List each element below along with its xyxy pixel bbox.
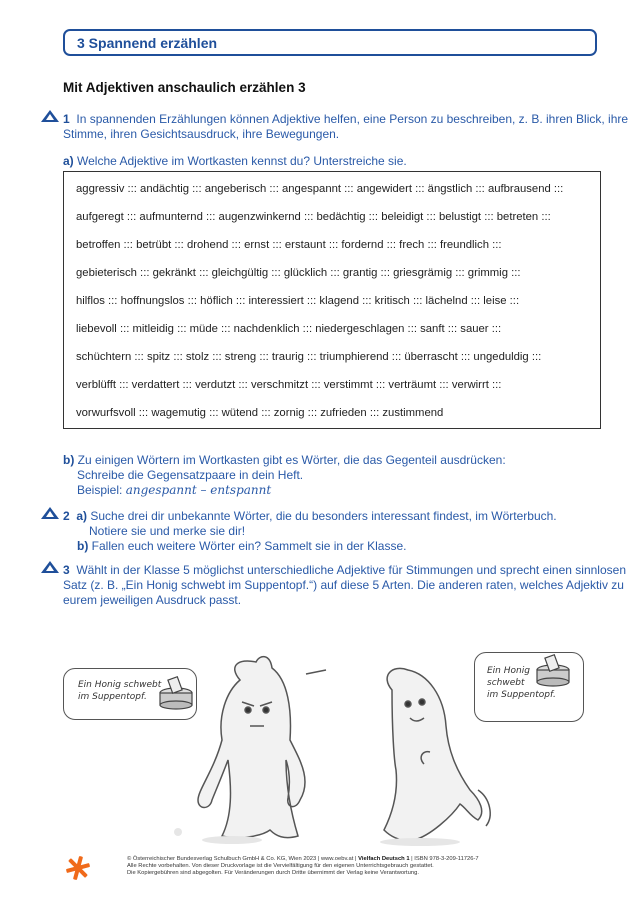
publisher-logo-icon bbox=[66, 856, 90, 880]
bubble-right-line2: schwebt bbox=[487, 678, 525, 688]
bubble-right-line1: Ein Honig bbox=[487, 666, 530, 676]
footer-book-title: Vielfach Deutsch 1 bbox=[358, 856, 410, 862]
task1b-example: angespannt – entspannt bbox=[125, 483, 272, 497]
task2a-line2: Notiere sie und merke sie dir! bbox=[89, 524, 246, 538]
task2a-line1: Suche drei dir unbekannte Wörter, die du besonders interessant findest, im Wörterbuch. bbox=[90, 509, 557, 523]
word-box bbox=[63, 171, 601, 429]
task1b-label: b) bbox=[63, 453, 75, 467]
footer-line3: Die Kopiergebühren sind abgegolten. Für Veränderungen durch Dritte übernimmt der Verlag keine Verantwortung. bbox=[127, 870, 419, 876]
bubble-left-line2: im Suppentopf. bbox=[78, 692, 147, 702]
task2-number: 2 bbox=[63, 509, 70, 523]
soup-pot-icon bbox=[537, 655, 569, 686]
task2b-text: Fallen euch weitere Wörter ein? Sammelt sie in der Klasse. bbox=[91, 539, 407, 553]
word-row: verblüfft ::: verdattert ::: verdutzt ::: verschmitzt ::: verstimmt ::: verträumt ::: verwirrt ::: bbox=[76, 379, 502, 391]
word-row: aufgeregt ::: aufmunternd ::: augenzwinkernd ::: bedächtig ::: beleidigt ::: belustigt ::: betreten ::: bbox=[76, 211, 551, 223]
task2b-label: b) bbox=[77, 539, 89, 553]
word-row: hilflos ::: hoffnungslos ::: höflich ::: interessiert ::: klagend ::: kritisch ::: lächelnd ::: leise ::: bbox=[76, 295, 520, 307]
task3-number: 3 bbox=[63, 563, 70, 577]
word-row: gebieterisch ::: gekränkt ::: gleichgültig ::: glücklich ::: grantig ::: griesgrämig ::: grimmig ::: bbox=[76, 267, 521, 279]
ground-shadow bbox=[380, 838, 460, 846]
ghost-figure-angry bbox=[198, 657, 305, 838]
difficulty-triangle-icon bbox=[41, 561, 59, 573]
eyebrow-mark bbox=[306, 670, 326, 674]
word-row: aggressiv ::: andächtig ::: angeberisch ::: angespannt ::: angewidert ::: ängstlich ::: aufbrausend ::: bbox=[76, 183, 564, 195]
task3-line2: Satz (z. B. „Ein Honig schwebt im Suppentopf.“) auf diese 5 Arten. Die anderen raten, welches Adjektiv zu bbox=[63, 578, 624, 592]
task3-line1: Wählt in der Klasse 5 möglichst unterschiedliche Adjektive für Stimmungen und sprecht einen sinnlosen bbox=[76, 563, 626, 577]
task2 bbox=[63, 509, 557, 554]
chapter-header bbox=[63, 29, 597, 56]
footer-copyright bbox=[127, 856, 597, 877]
task1a bbox=[63, 154, 407, 169]
bubble-right-line3: im Suppentopf. bbox=[487, 690, 556, 700]
difficulty-triangle-icon bbox=[41, 110, 59, 122]
task1b bbox=[63, 453, 506, 498]
word-row: vorwurfsvoll ::: wagemutig ::: wütend ::: zornig ::: zufrieden ::: zustimmend bbox=[76, 407, 444, 419]
task1a-label: a) bbox=[63, 154, 74, 168]
ground-shadow bbox=[174, 828, 182, 836]
page-title: Mit Adjektiven anschaulich erzählen 3 bbox=[63, 80, 306, 95]
task1b-line2: Schreibe die Gegensatzpaare in dein Heft. bbox=[77, 468, 304, 482]
task3 bbox=[63, 563, 626, 608]
task1a-text: Welche Adjektive im Wortkasten kennst du? Unterstreiche sie. bbox=[77, 154, 407, 168]
task1b-line1: Zu einigen Wörtern im Wortkasten gibt es Wörter, die das Gegenteil ausdrücken: bbox=[77, 453, 506, 467]
footer-line1-start: © Österreichischer Bundesverlag Schulbuch GmbH & Co. KG, Wien 2023 | www.oebv.at | bbox=[127, 856, 359, 862]
footer-line2: Alle Rechte vorbehalten. Von dieser Druckvorlage ist die Vervielfältigung für den eigenen Unterrichtsgebrauch gestattet. bbox=[127, 863, 434, 869]
chapter-title: 3 Spannend erzählen bbox=[77, 35, 218, 51]
illustration bbox=[0, 640, 640, 850]
ghost-figure-smiling bbox=[384, 668, 490, 840]
task3-line3: eurem jeweiligen Ausdruck passt. bbox=[63, 593, 242, 607]
task1b-example-label: Beispiel: bbox=[77, 483, 123, 497]
ground-shadow bbox=[202, 836, 262, 844]
task1-intro bbox=[63, 112, 628, 142]
word-row: betroffen ::: betrübt ::: drohend ::: ernst ::: erstaunt ::: fordernd ::: frech ::: freundlich ::: bbox=[76, 239, 502, 251]
bubble-left-line1: Ein Honig schwebt bbox=[78, 680, 162, 690]
word-row: schüchtern ::: spitz ::: stolz ::: streng ::: traurig ::: triumphierend ::: überrascht ::: ungeduldig ::: bbox=[76, 351, 542, 363]
word-row: liebevoll ::: mitleidig ::: müde ::: nachdenklich ::: niedergeschlagen ::: sanft ::: sauer ::: bbox=[76, 323, 502, 335]
task1-intro-line1: In spannenden Erzählungen können Adjektive helfen, eine Person zu beschreiben, z. B. ihren Blick, ihre bbox=[76, 112, 629, 126]
task2a-label: a) bbox=[76, 509, 88, 523]
difficulty-triangle-icon bbox=[41, 507, 59, 519]
soup-pot-icon bbox=[160, 677, 192, 709]
task1-number: 1 bbox=[63, 112, 70, 126]
task1-intro-line2: Stimme, ihren Gesichtsausdruck, ihre Bewegungen. bbox=[63, 127, 340, 141]
footer-line1-end: | ISBN 978-3-209-11726-7 bbox=[409, 856, 479, 862]
